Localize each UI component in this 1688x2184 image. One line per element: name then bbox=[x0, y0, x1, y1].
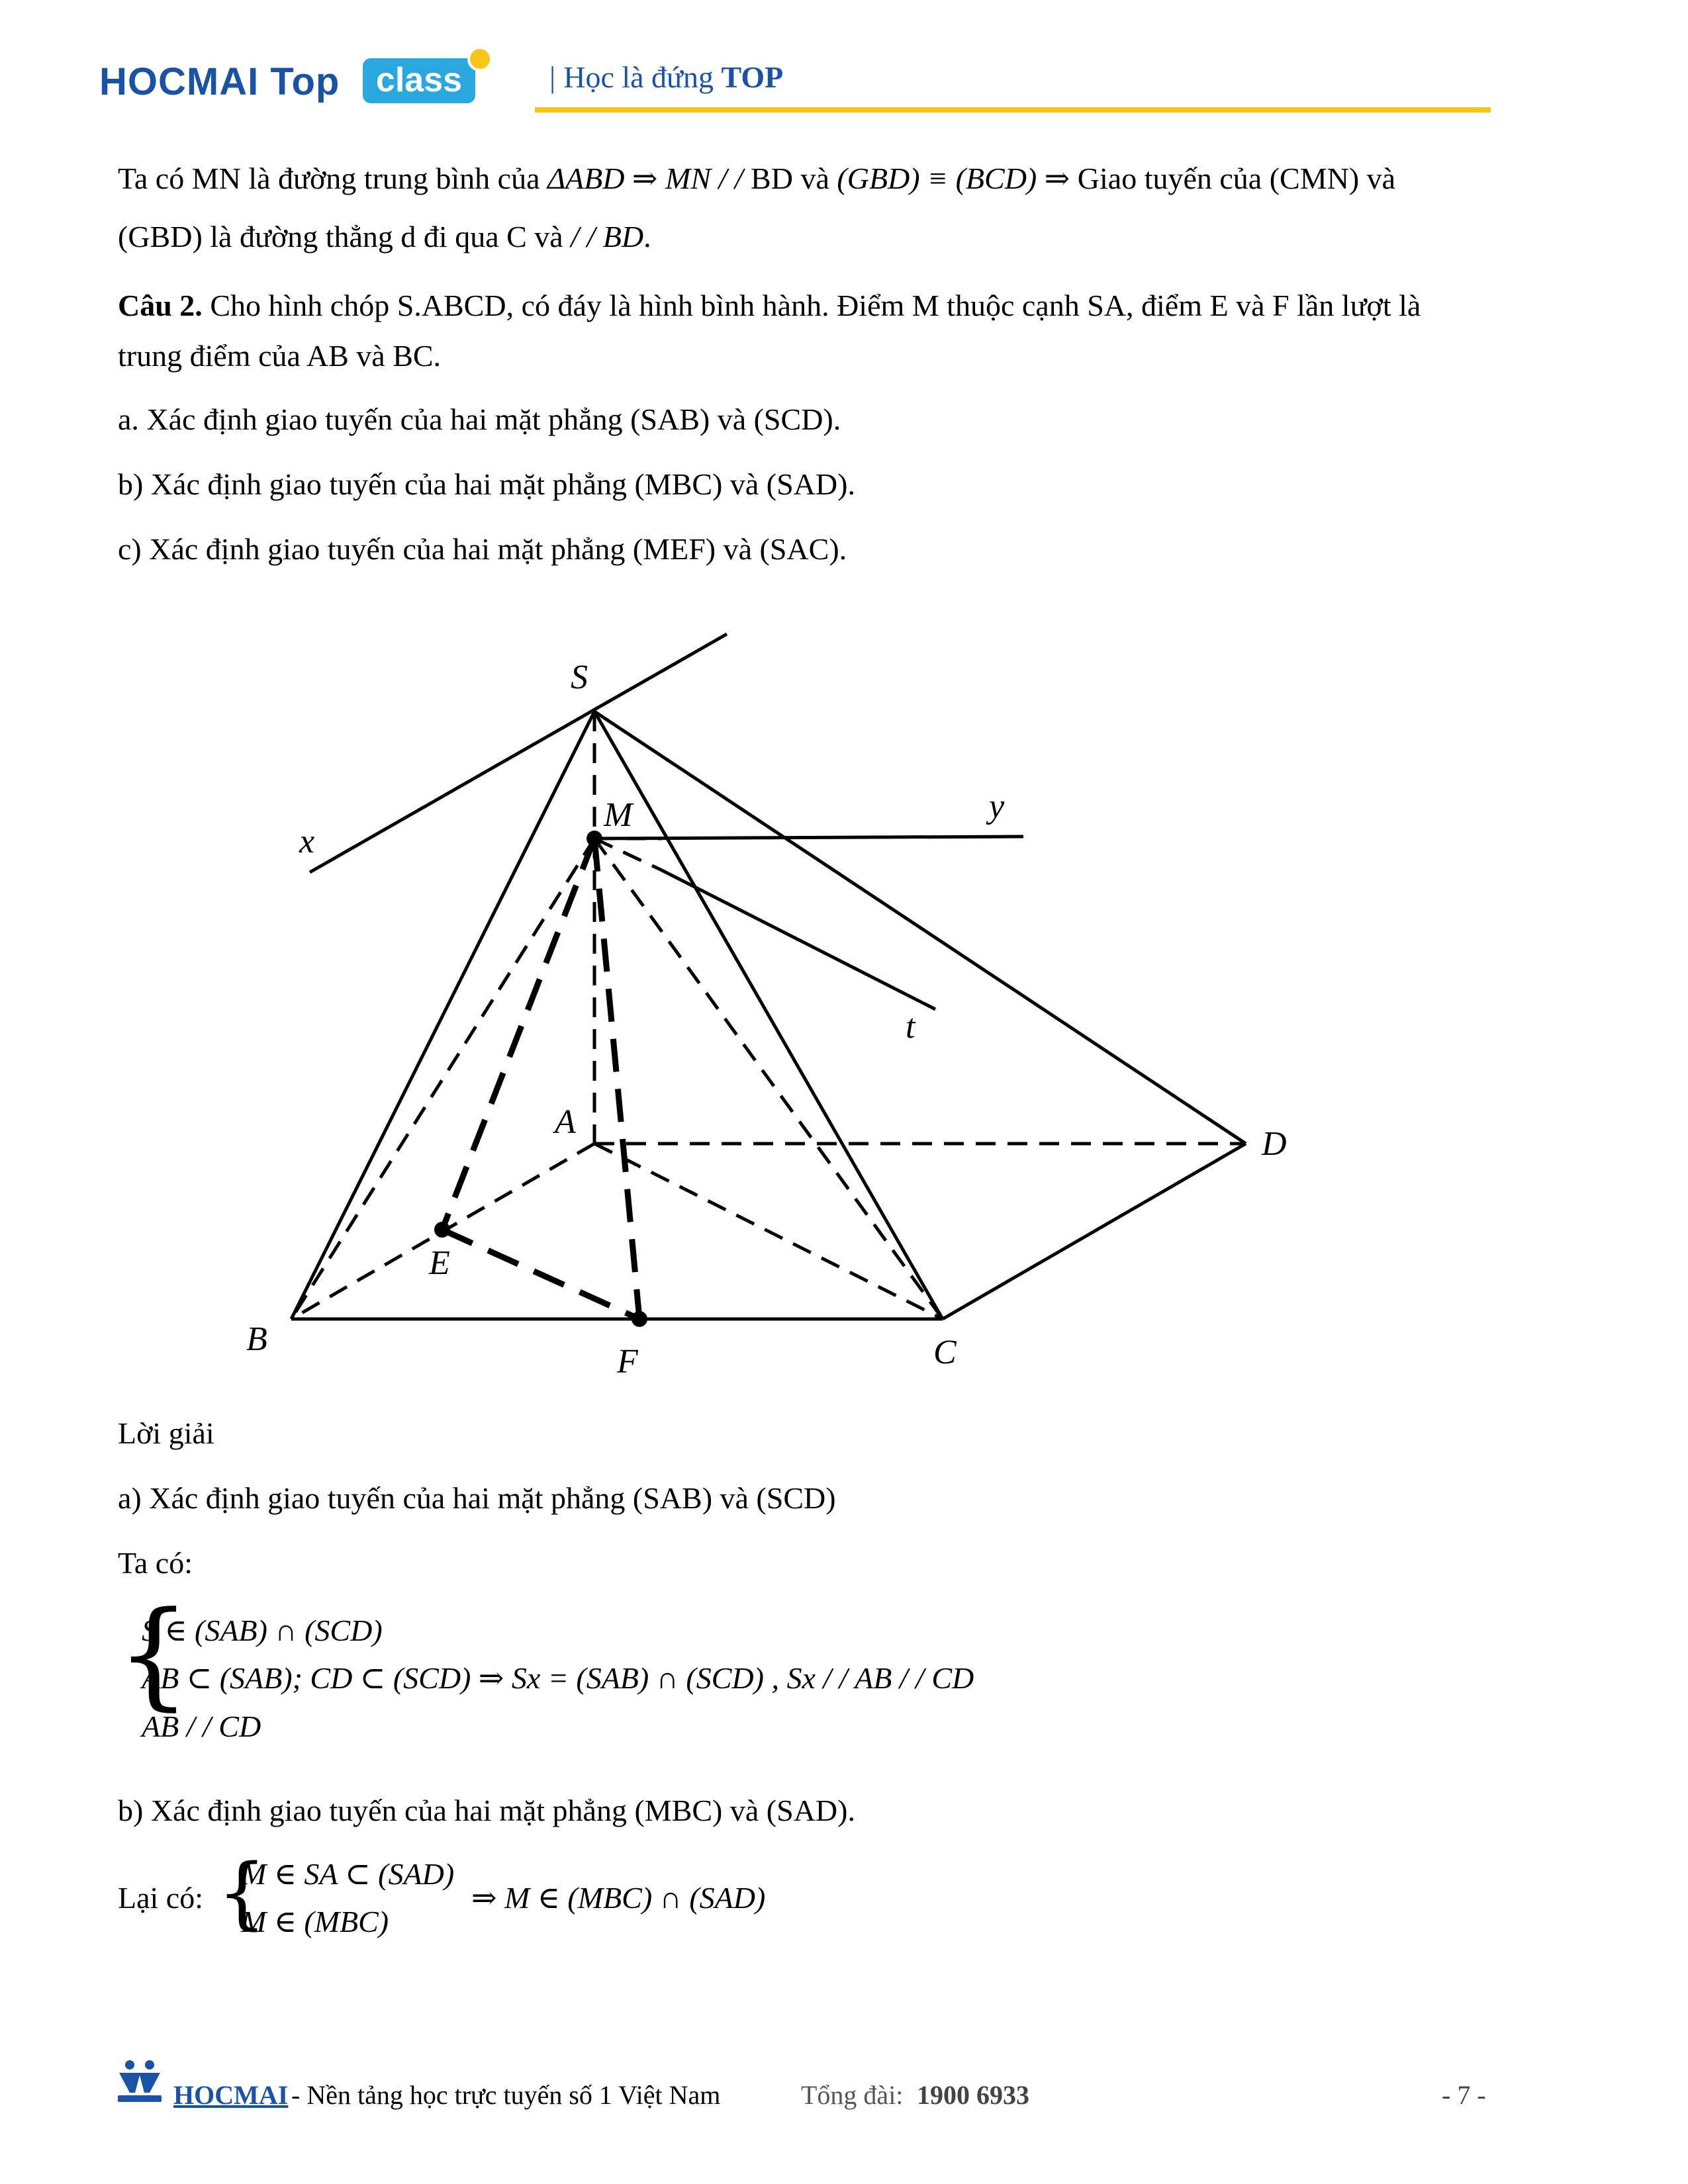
system-a-line-3: AB / / CD bbox=[142, 1709, 261, 1743]
edge-ME bbox=[442, 839, 594, 1230]
footer-hotline: 1900 6933 bbox=[917, 2080, 1029, 2110]
system-b-line-1: M ∈ SA ⊂ (SAD) bbox=[241, 1857, 455, 1891]
tagline-separator: | bbox=[549, 60, 556, 94]
label-A: A bbox=[555, 1103, 576, 1141]
edge-MF bbox=[594, 839, 639, 1319]
label-D: D bbox=[1262, 1125, 1287, 1163]
line-Mt bbox=[662, 870, 935, 1009]
edge-SD bbox=[594, 711, 1246, 1144]
edge-EF bbox=[442, 1230, 639, 1319]
edge-MC bbox=[594, 839, 943, 1319]
system-a-line-2: AB ⊂ (SAB); CD ⊂ (SCD) ⇒ Sx = (SAB) ∩ (SCD) , Sx / / AB / / CD bbox=[142, 1661, 974, 1695]
intro-text: . bbox=[643, 220, 651, 253]
intro-text: BD và bbox=[743, 161, 837, 195]
point-F bbox=[632, 1311, 647, 1327]
system-b-line-2: M ∈ (MBC) bbox=[241, 1905, 389, 1938]
question-part-c: c) Xác định giao tuyến của hai mặt phẳng (MEF) và (SAC). bbox=[118, 532, 847, 566]
intro-text: Ta có MN là đường trung bình của bbox=[118, 161, 548, 195]
label-E: E bbox=[429, 1244, 450, 1282]
tagline-bold: TOP bbox=[721, 60, 784, 94]
label-F: F bbox=[617, 1343, 638, 1381]
intro-math: ΔABD ⇒ MN / / bbox=[547, 161, 743, 195]
footer-brand-link[interactable]: HOCMAI bbox=[173, 2080, 289, 2110]
logo-class-badge: class bbox=[363, 58, 475, 103]
footer-description: - Nền tảng học trực tuyến số 1 Việt Nam bbox=[291, 2080, 721, 2110]
system-b-brace: { bbox=[217, 1846, 267, 1938]
label-M: M bbox=[604, 796, 633, 834]
question-part-a: a. Xác định giao tuyến của hai mặt phẳng (SAB) và (SCD). bbox=[118, 402, 841, 436]
system-b-conclusion: ⇒ M ∈ (MBC) ∩ (SAD) bbox=[471, 1881, 766, 1915]
intro-text: ⇒ Giao tuyến của (CMN) và bbox=[1037, 161, 1396, 195]
label-C: C bbox=[933, 1334, 957, 1371]
label-x: x bbox=[299, 823, 315, 860]
question-line-2: trung điểm của AB và BC. bbox=[118, 339, 442, 373]
edge-SC bbox=[594, 711, 943, 1319]
edge-CD bbox=[943, 1144, 1246, 1319]
label-y: y bbox=[989, 788, 1005, 825]
question-part-b: b) Xác định giao tuyến của hai mặt phẳng (MBC) và (SAD). bbox=[118, 467, 855, 501]
tagline-text: Học là đứng bbox=[563, 60, 722, 94]
label-B: B bbox=[246, 1320, 267, 1358]
page-number: - 7 - bbox=[1442, 2080, 1486, 2110]
label-t: t bbox=[906, 1008, 915, 1046]
footer-hotline-label: Tổng đài: bbox=[801, 2080, 904, 2110]
solution-b-heading: b) Xác định giao tuyến của hai mặt phẳng (MBC) và (SAD). bbox=[118, 1794, 855, 1827]
system-a-brace: { bbox=[117, 1586, 191, 1722]
point-M bbox=[586, 831, 602, 846]
question-label: Câu 2. bbox=[118, 289, 203, 322]
solution-title: Lời giải bbox=[118, 1416, 214, 1450]
intro-math: (GBD) ≡ (BCD) bbox=[837, 161, 1037, 195]
point-E bbox=[434, 1222, 450, 1238]
intro-text: (GBD) là đường thẳng d đi qua C và bbox=[118, 220, 571, 253]
edge-AC bbox=[594, 1144, 943, 1319]
question-text: Cho hình chóp S.ABCD, có đáy là hình bình hành. Điểm M thuộc cạnh SA, điểm E và F lần lượt là bbox=[202, 289, 1421, 322]
intro-math: / / BD bbox=[571, 220, 644, 253]
label-S: S bbox=[571, 659, 588, 696]
solution-ta-co: Ta có: bbox=[118, 1546, 193, 1580]
footer-logo-icon bbox=[115, 2058, 164, 2105]
system-a-line-1: S ∈ (SAB) ∩ (SCD) bbox=[142, 1614, 383, 1647]
solution-a-heading: a) Xác định giao tuyến của hai mặt phẳng (SAB) và (SCD) bbox=[118, 1481, 836, 1515]
logo-brand: HOCMAI Top bbox=[99, 60, 340, 103]
solution-lai-co: Lại có: bbox=[118, 1881, 203, 1915]
